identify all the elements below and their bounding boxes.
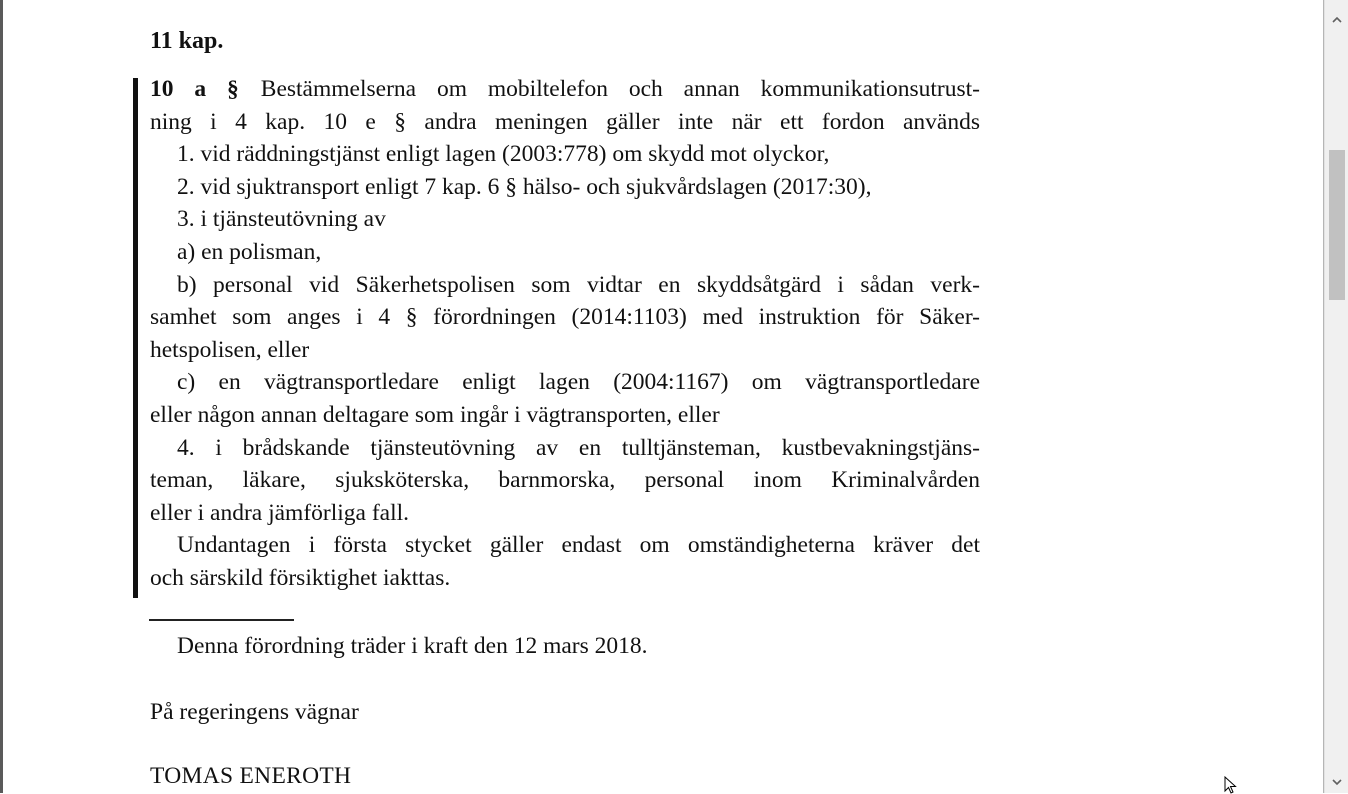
list-item: a) en polisman, xyxy=(177,238,322,265)
paragraph-line: ning i 4 kap. 10 e § andra meningen gäller inte när ett fordon används xyxy=(150,108,980,135)
signer-name: TOMAS ENEROTH xyxy=(150,763,352,789)
paragraph-line: Undantagen i första stycket gäller endast om omständigheterna kräver det xyxy=(177,532,980,559)
list-item: c) en vägtransportledare enligt lagen (2004:1167) om vägtransportledare xyxy=(177,369,980,396)
scroll-down-button[interactable] xyxy=(1325,771,1348,793)
list-item: 2. vid sjuktransport enligt 7 kap. 6 § hälso- och sjukvårdslagen (2017:30), xyxy=(177,173,872,200)
section-10a xyxy=(150,73,980,595)
list-item: 3. i tjänsteutövning av xyxy=(177,206,386,233)
paragraph-line: samhet som anges i 4 § förordningen (2014:1103) med instruktion för Säker- xyxy=(150,304,980,331)
paragraph-line: 10 a § Bestämmelserna om mobiltelefon och annan kommunikationsutrust- xyxy=(150,76,980,102)
paragraph-line: eller någon annan deltagare som ingår i vägtransporten, eller xyxy=(150,401,720,428)
section-number: 10 a § xyxy=(150,76,239,102)
entry-into-force: Denna förordning träder i kraft den 12 mars 2018. xyxy=(177,633,648,659)
mouse-pointer-icon xyxy=(1224,776,1238,794)
chevron-up-icon xyxy=(1332,16,1342,23)
window-left-edge xyxy=(0,0,3,793)
paragraph-line: och särskild försiktighet iakttas. xyxy=(150,564,451,591)
chevron-down-icon xyxy=(1332,779,1342,786)
change-bar xyxy=(133,78,138,598)
vertical-scrollbar[interactable] xyxy=(1324,0,1348,793)
list-item: b) personal vid Säkerhetspolisen som vidtar en skyddsåtgärd i sådan verk- xyxy=(177,271,980,298)
scroll-thumb[interactable] xyxy=(1329,150,1345,300)
list-item: 1. vid räddningstjänst enligt lagen (2003:778) om skydd mot olyckor, xyxy=(177,141,830,168)
chapter-heading: 11 kap. xyxy=(150,28,224,54)
paragraph-line: eller i andra jämförliga fall. xyxy=(150,499,410,526)
separator-rule xyxy=(149,619,294,621)
on-behalf-line: På regeringens vägnar xyxy=(150,699,359,725)
paragraph-line: hetspolisen, eller xyxy=(150,336,310,363)
scroll-up-button[interactable] xyxy=(1325,8,1348,30)
paragraph-line: teman, läkare, sjuksköterska, barnmorska, personal inom Kriminalvården xyxy=(150,467,980,494)
list-item: 4. i brådskande tjänsteutövning av en tulltjänsteman, kustbevakningstjäns- xyxy=(177,434,980,461)
